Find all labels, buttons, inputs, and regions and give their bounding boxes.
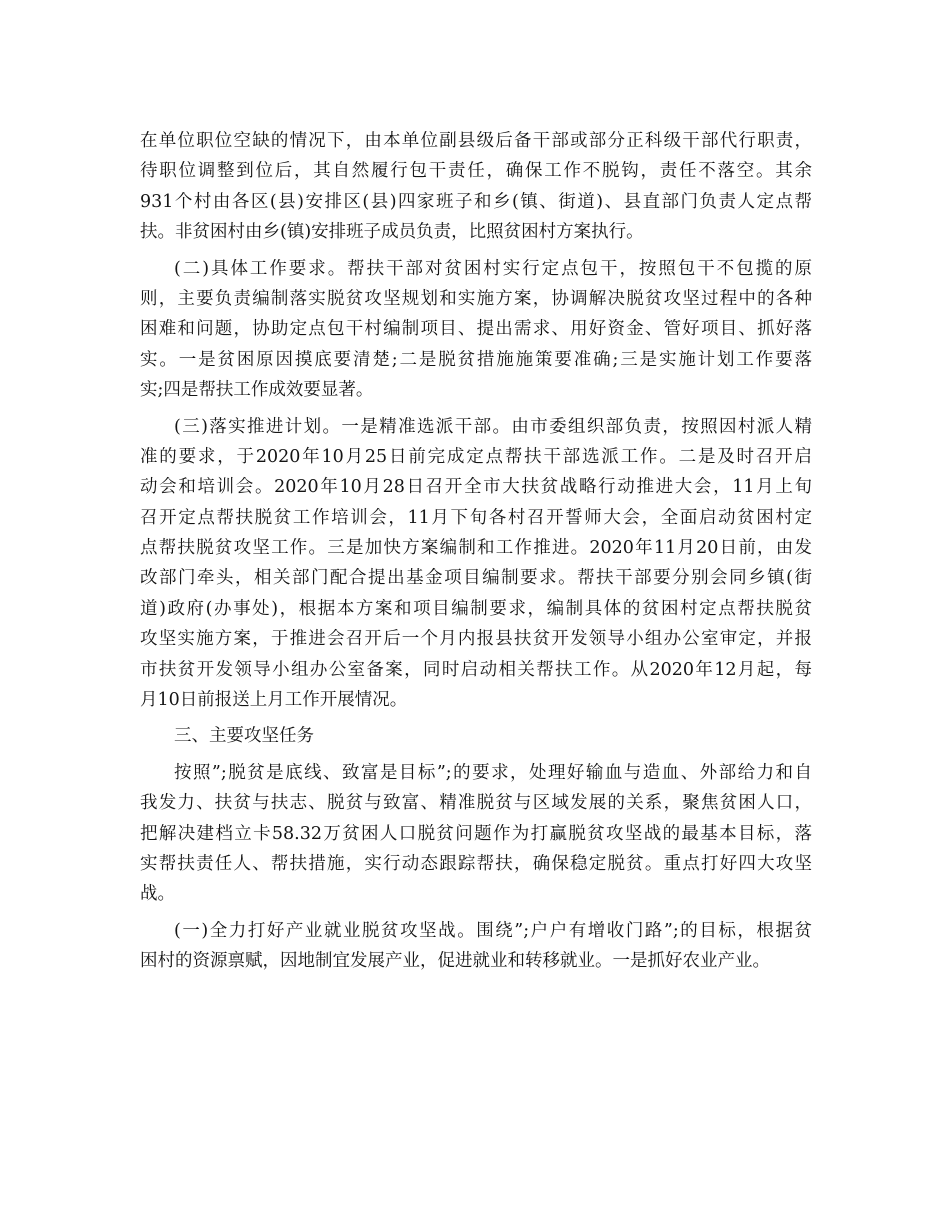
text-line: 实。一是贫困原因摸底要清楚;二是脱贫措施施策要准确;三是实施计划工作要落	[140, 349, 812, 370]
paragraph-village-assignment	[140, 126, 812, 248]
text-line: 市扶贫开发领导小组办公室备案，同时启动相关帮扶工作。从2020年12月起，每	[140, 659, 812, 680]
document-page	[140, 126, 812, 977]
text-line: 准的要求，于2020年10月25日前完成定点帮扶干部选派工作。二是及时召开启	[140, 446, 812, 467]
text-line: 战。	[140, 884, 175, 905]
text-line: (三)落实推进计划。一是精准选派干部。由市委组织部负责，按照因村派人精	[174, 416, 812, 437]
text-line: (一)全力打好产业就业脱贫攻坚战。围绕”;户户有增收门路”;的目标，根据贫	[174, 920, 812, 941]
text-line: 则，主要负责编制落实脱贫攻坚规划和实施方案，协调解决脱贫攻坚过程中的各种	[140, 288, 812, 309]
text-line: 931个村由各区(县)安排区(县)四家班子和乡(镇、街道)、县直部门负责人定点帮	[140, 191, 812, 212]
paragraph-main-tasks	[140, 758, 812, 910]
text-line: 困村的资源禀赋，因地制宜发展产业，促进就业和转移就业。一是抓好农业产业。	[140, 951, 770, 972]
section-heading-main-tasks	[140, 721, 812, 751]
text-line: 困难和问题，协助定点包干村编制项目、提出需求、用好资金、管好项目、抓好落	[140, 319, 812, 340]
paragraph-work-requirements	[140, 254, 812, 406]
paragraph-implementation-plan	[140, 412, 812, 716]
text-line: (二)具体工作要求。帮扶干部对贫困村实行定点包干，按照包干不包揽的原	[174, 258, 812, 279]
text-line: 攻坚实施方案，于推进会召开后一个月内报县扶贫开发领导小组办公室审定，并报	[140, 629, 812, 650]
paragraph-industry-employment	[140, 916, 812, 977]
text-line: 扶。非贫困村由乡(镇)安排班子成员负责，比照贫困村方案执行。	[140, 222, 644, 243]
text-line: 改部门牵头，相关部门配合提出基金项目编制要求。帮扶干部要分别会同乡镇(街	[140, 568, 812, 589]
text-line: 按照”;脱贫是底线、致富是目标”;的要求，处理好输血与造血、外部给力和自	[174, 762, 812, 783]
text-line: 三、主要攻坚任务	[174, 726, 314, 747]
text-line: 把解决建档立卡58.32万贫困人口脱贫问题作为打赢脱贫攻坚战的最基本目标，落	[140, 823, 812, 844]
text-line: 实帮扶责任人、帮扶措施，实行动态跟踪帮扶，确保稳定脱贫。重点打好四大攻坚	[140, 853, 812, 874]
text-line: 待职位调整到位后，其自然履行包干责任，确保工作不脱钩，责任不落空。其余	[140, 161, 812, 182]
text-line: 道)政府(办事处)，根据本方案和项目编制要求，编制具体的贫困村定点帮扶脱贫	[140, 598, 812, 619]
text-line: 实;四是帮扶工作成效要显著。	[140, 380, 374, 401]
text-line: 动会和培训会。2020年10月28日召开全市大扶贫战略行动推进大会，11月上旬	[140, 477, 812, 498]
text-line: 在单位职位空缺的情况下，由本单位副县级后备干部或部分正科级干部代行职责，	[140, 131, 812, 151]
text-line: 召开定点帮扶脱贫工作培训会，11月下旬各村召开誓师大会，全面启动贫困村定	[140, 507, 812, 528]
text-line: 我发力、扶贫与扶志、脱贫与致富、精准脱贫与区域发展的关系，聚焦贫困人口，	[140, 793, 812, 814]
text-line: 月10日前报送上月工作开展情况。	[140, 690, 408, 711]
text-line: 点帮扶脱贫攻坚工作。三是加快方案编制和工作推进。2020年11月20日前，由发	[140, 538, 812, 559]
